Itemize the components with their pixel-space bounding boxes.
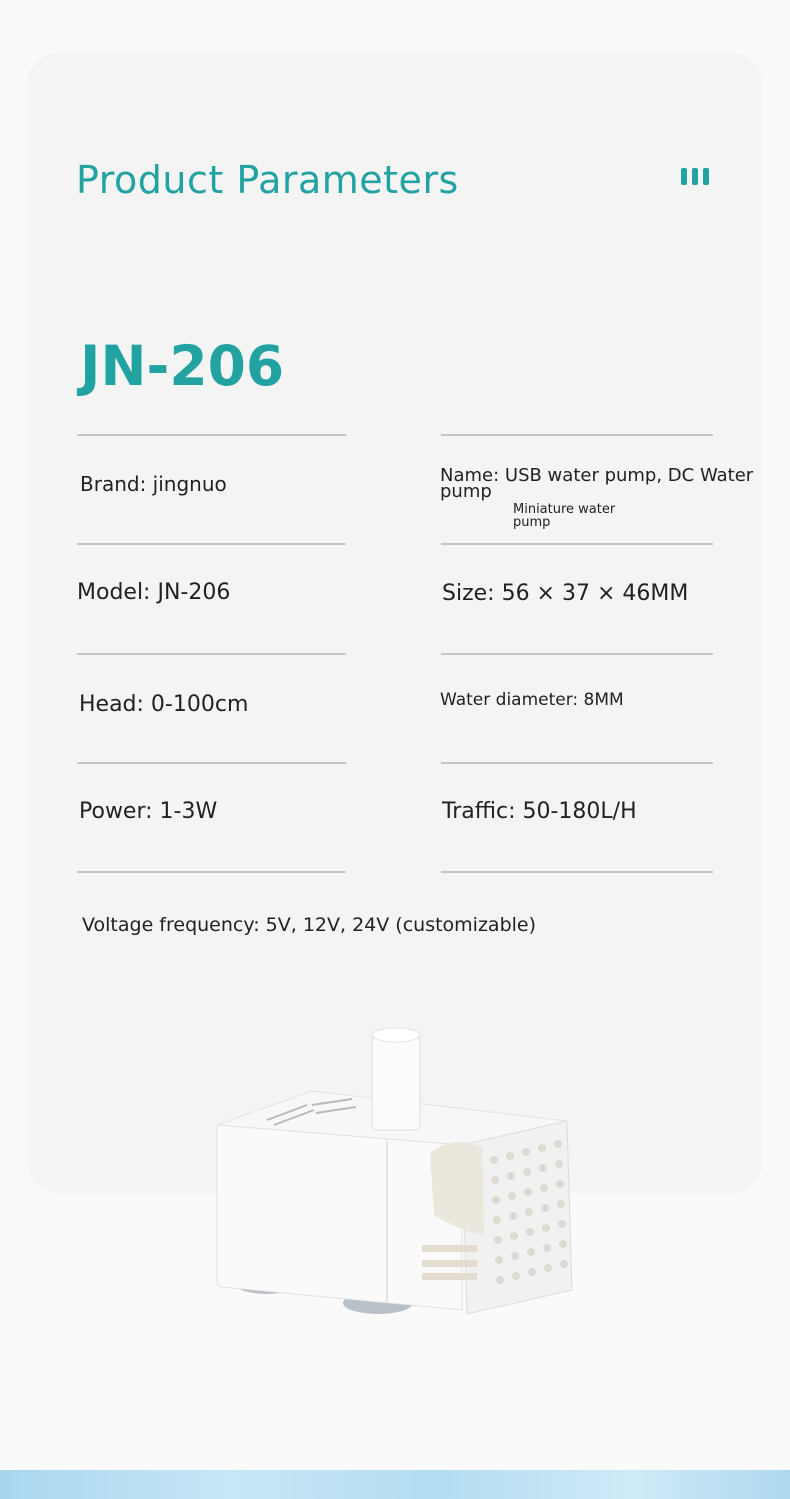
divider [441, 434, 713, 436]
param-head: Head: 0-100cm [79, 692, 249, 717]
divider [77, 543, 346, 545]
divider [77, 653, 346, 655]
param-brand: Brand: jingnuo [80, 472, 227, 496]
divider [77, 434, 346, 436]
parameters-card [28, 53, 762, 1193]
water-banner-strip [0, 1470, 790, 1499]
page-title: Product Parameters [76, 158, 459, 202]
divider [441, 762, 713, 764]
param-traffic: Traffic: 50-180L/H [442, 799, 637, 824]
model-heading: JN-206 [80, 334, 285, 398]
divider [77, 871, 346, 873]
three-bars-icon [681, 168, 711, 186]
divider [77, 762, 346, 764]
param-size: Size: 56 × 37 × 46MM [442, 581, 689, 606]
param-model: Model: JN-206 [77, 580, 231, 605]
param-water-diameter: Water diameter: 8MM [440, 690, 624, 710]
divider [441, 871, 713, 873]
product-image [212, 1025, 577, 1320]
param-power: Power: 1-3W [79, 799, 218, 824]
param-name-sub-text: Miniature water pump [513, 502, 616, 530]
param-voltage: Voltage frequency: 5V, 12V, 24V (customizable) [82, 914, 537, 936]
divider [441, 543, 713, 545]
param-name: Name: USB water pump, DC Water pump [440, 465, 754, 502]
param-name-sub [513, 503, 623, 529]
divider [441, 653, 713, 655]
